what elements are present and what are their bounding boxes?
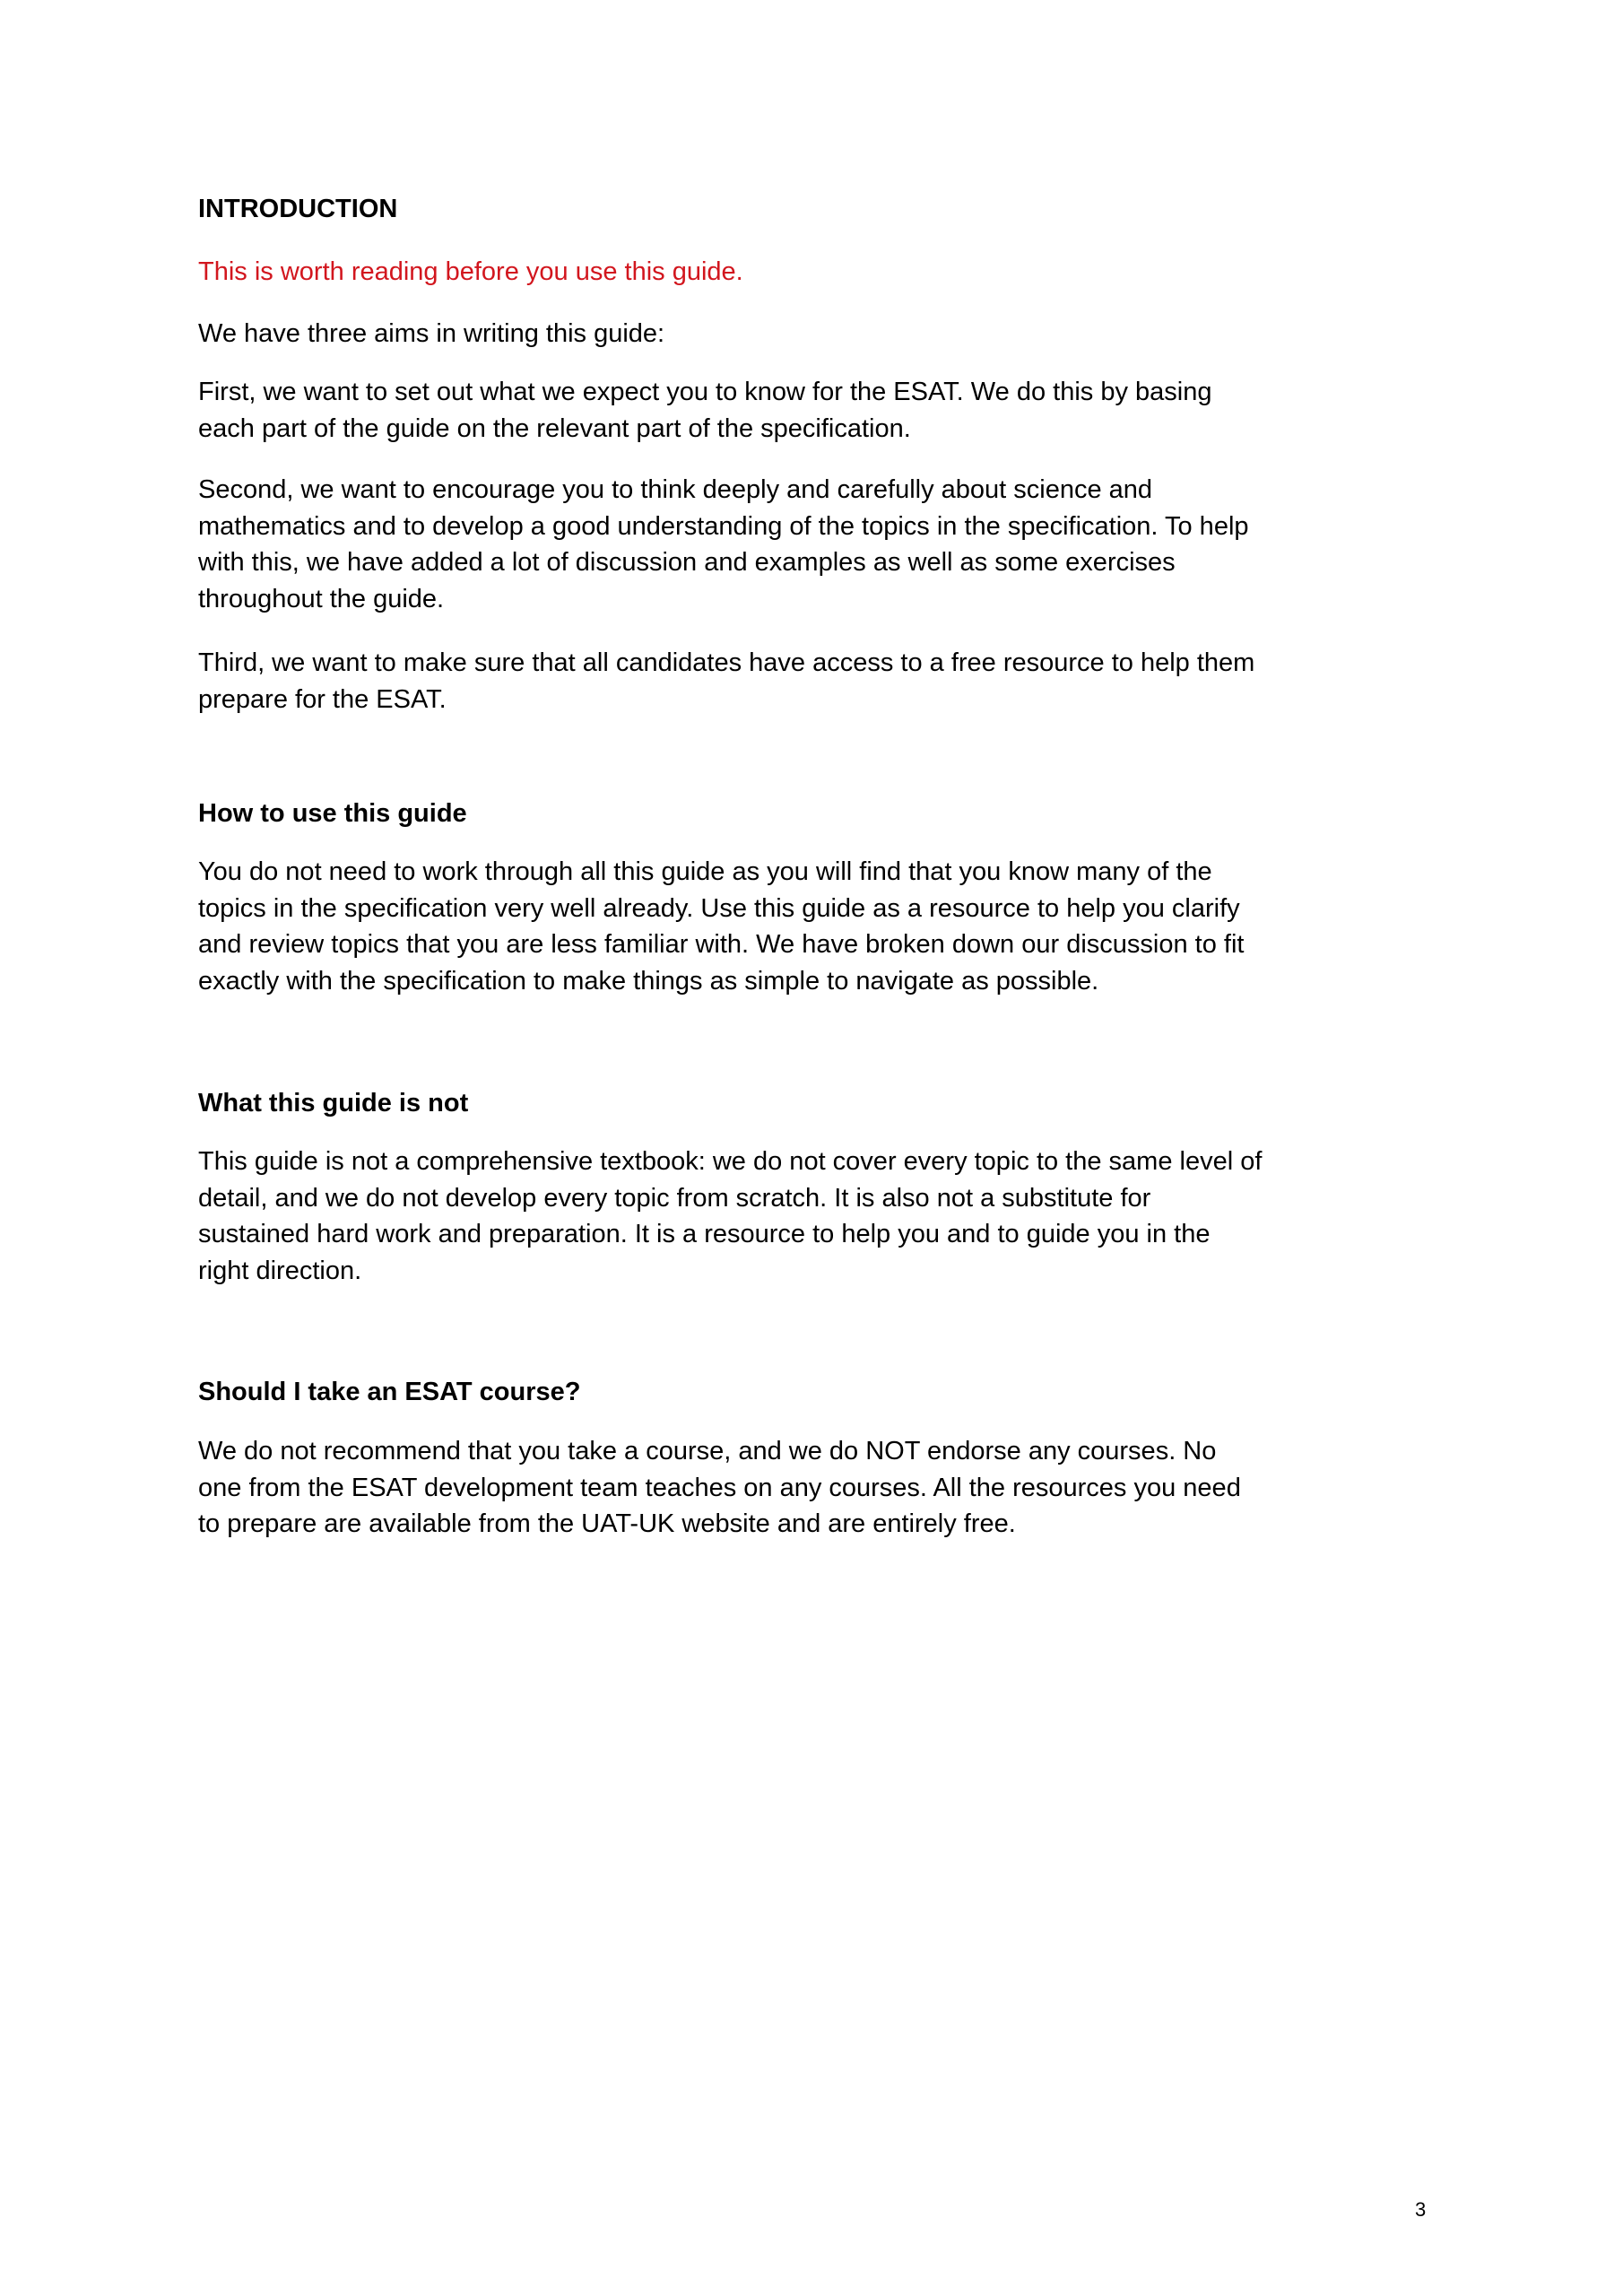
intro-lead xyxy=(198,316,1471,352)
section-heading-how-to-use xyxy=(198,796,1471,832)
paragraph-line: exactly with the specification to make things as simple to navigate as possible. xyxy=(198,966,1099,996)
paragraph-line: prepare for the ESAT. xyxy=(198,684,447,714)
paragraph-line: and review topics that you are less familiar with. We have broken down our discussion to fit xyxy=(198,930,1245,959)
aim-paragraph-first xyxy=(198,374,1471,447)
intro-note xyxy=(198,254,1471,291)
section-heading-text: How to use this guide xyxy=(198,799,467,828)
intro-note-text: This is worth reading before you use this guide. xyxy=(198,257,743,286)
section-heading-what-not xyxy=(198,1085,1471,1122)
section-body-how-to-use xyxy=(198,854,1471,999)
paragraph-line: throughout the guide. xyxy=(198,584,445,613)
paragraph-line: with this, we have added a lot of discussion and examples as well as some exercises xyxy=(198,548,1176,577)
aim-paragraph-third xyxy=(198,645,1471,718)
paragraph-line: First, we want to set out what we expect you to know for the ESAT. We do this by basing xyxy=(198,378,1212,406)
paragraph-line: one from the ESAT development team teaches on any courses. All the resources you need xyxy=(198,1473,1241,1502)
paragraph-line: each part of the guide on the relevant part of the specification. xyxy=(198,413,911,443)
paragraph-line: You do not need to work through all this guide as you will find that you know many of the xyxy=(198,857,1212,886)
paragraph-line: sustained hard work and preparation. It is a resource to help you and to guide you in the xyxy=(198,1220,1211,1248)
section-heading-esat-course xyxy=(198,1374,1471,1411)
section-heading-text: What this guide is not xyxy=(198,1089,469,1118)
intro-heading xyxy=(198,191,1471,228)
intro-lead-text: We have three aims in writing this guide: xyxy=(198,319,665,348)
paragraph-line: Second, we want to encourage you to think deeply and carefully about science and xyxy=(198,475,1153,504)
intro-heading-text: INTRODUCTION xyxy=(198,195,398,223)
paragraph-line: right direction. xyxy=(198,1256,362,1285)
page-number: 3 xyxy=(1415,2198,1427,2221)
section-body-esat-course xyxy=(198,1433,1471,1543)
paragraph-line: We do not recommend that you take a course, and we do NOT endorse any courses. No xyxy=(198,1437,1217,1465)
paragraph-line: mathematics and to develop a good understanding of the topics in the specification. To help xyxy=(198,511,1249,541)
paragraph-line: topics in the specification very well already. Use this guide as a resource to help you clarify xyxy=(198,893,1240,923)
paragraph-line: detail, and we do not develop every topic from scratch. It is also not a substitute for xyxy=(198,1183,1151,1213)
section-heading-text: Should I take an ESAT course? xyxy=(198,1378,581,1406)
paragraph-line: Third, we want to make sure that all candidates have access to a free resource to help them xyxy=(198,648,1255,677)
section-body-what-not xyxy=(198,1144,1471,1289)
paragraph-line: to prepare are available from the UAT-UK website and are entirely free. xyxy=(198,1509,1016,1538)
paragraph-line: This guide is not a comprehensive textbook: we do not cover every topic to the same level of xyxy=(198,1147,1263,1176)
aim-paragraph-second xyxy=(198,472,1471,617)
